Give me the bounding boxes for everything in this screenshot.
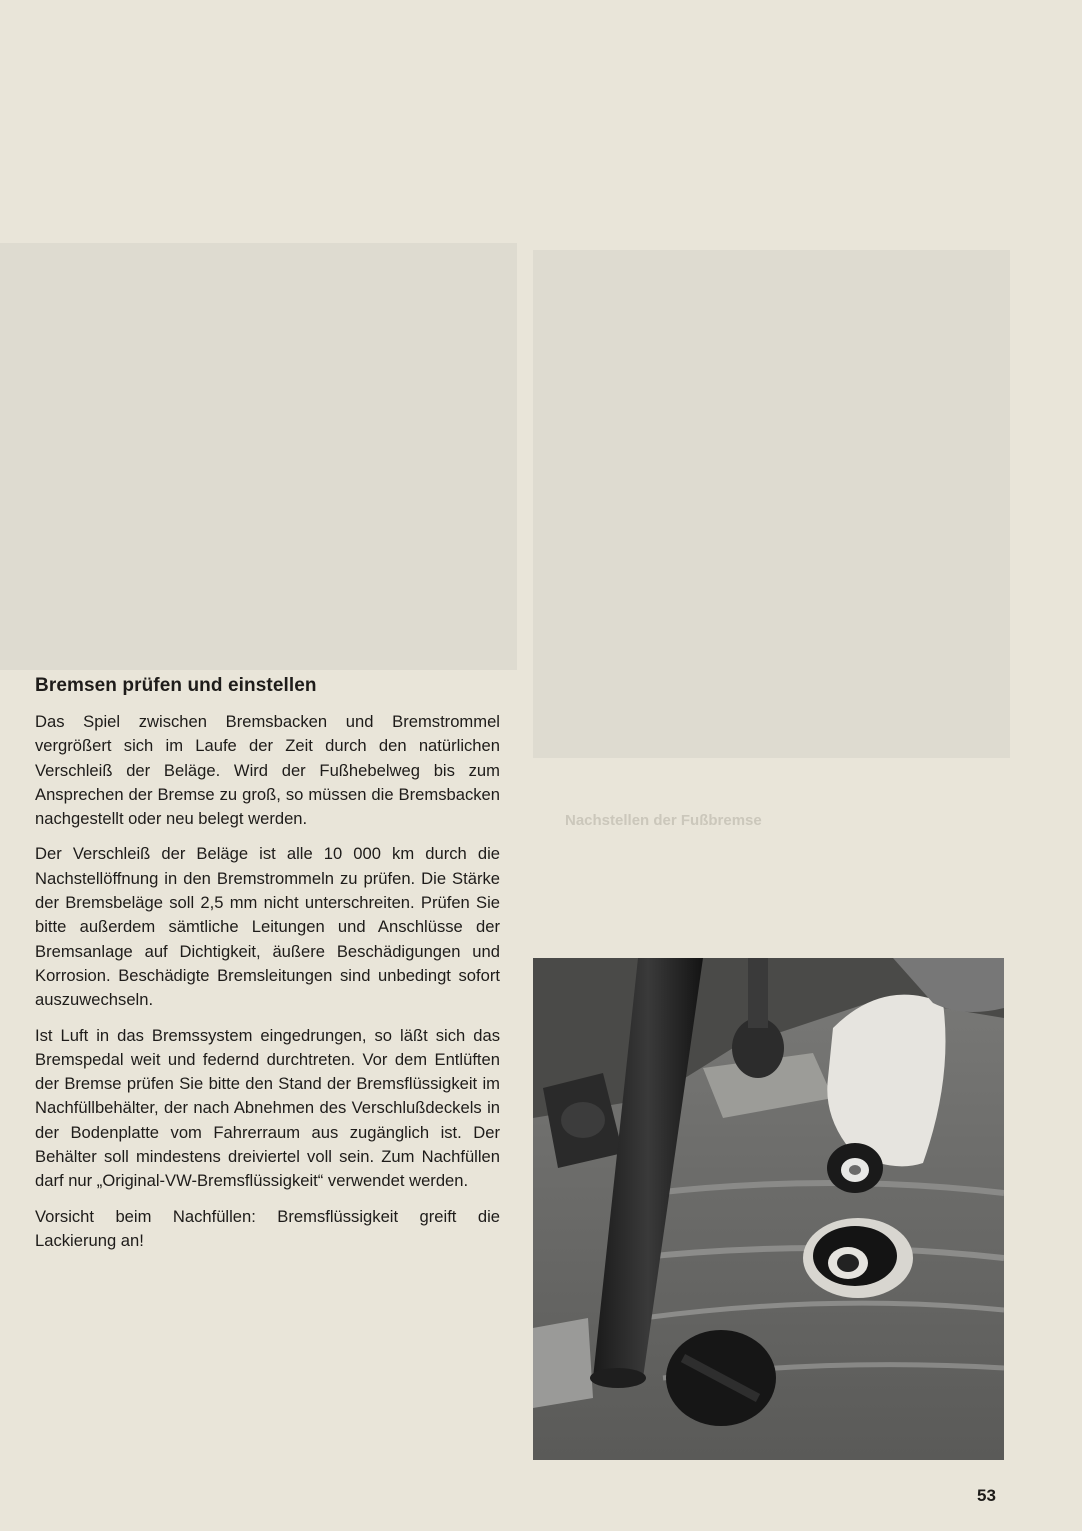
paragraph-3: Ist Luft in das Bremssystem eingedrungen, so läßt sich das Bremspedal weit und federnd durchtreten. Vor dem Entlüften der Bremse prüfen Sie bitte den Stand der Bremsflüssigkeit im Nachfüllbehälter, der nach Abnehmen des Verschlußdeckels in der Bodenplatte vom Fahrerraum aus zugänglich ist. Der Behälter soll mindestens dreiviertel voll sein. Zum Nachfüllen darf nur „Original-VW-Bremsflüssigkeit“ verwendet werden.: [35, 1025, 500, 1191]
paragraph-1: Das Spiel zwischen Bremsbacken und Bremstrommel vergrößert sich im Laufe der Zeit durch den natürlichen Verschleiß der Beläge. Wird der Fußhebelweg bis zum Ansprechen der Bremse zu groß, so müssen die Bremsbacken nachgestellt oder neu belegt werden.: [35, 712, 500, 829]
show-through-text: [565, 810, 1010, 831]
section-heading: Bremsen prüfen und einstellen: [35, 675, 317, 696]
blank-image-placeholder-right: [533, 250, 1010, 758]
blank-image-placeholder-left: [0, 243, 517, 670]
show-through-heading: Nachstellen der Fußbremse: [565, 812, 762, 829]
paragraph-4: Vorsicht beim Nachfüllen: Bremsflüssigkeit greift die Lackierung an!: [35, 1206, 500, 1250]
brake-fluid-reservoir-photo: [533, 958, 1004, 1460]
text-column: [35, 675, 500, 1264]
paragraph-2: Der Verschleiß der Beläge ist alle 10 000 km durch die Nachstellöffnung in den Bremstrommeln zu prüfen. Die Stärke der Bremsbeläge soll 2,5 mm nicht unterschreiten. Prüfen Sie bitte außerdem sämtliche Leitungen und Anschlüsse der Bremsanlage auf Dichtigkeit, äußere Beschädigungen und Korrosion. Beschädigte Bremsleitungen sind unbedingt sofort auszuwechseln.: [35, 844, 500, 1010]
page-number: 53: [977, 1486, 996, 1505]
photo-illustration: [533, 958, 1004, 1460]
